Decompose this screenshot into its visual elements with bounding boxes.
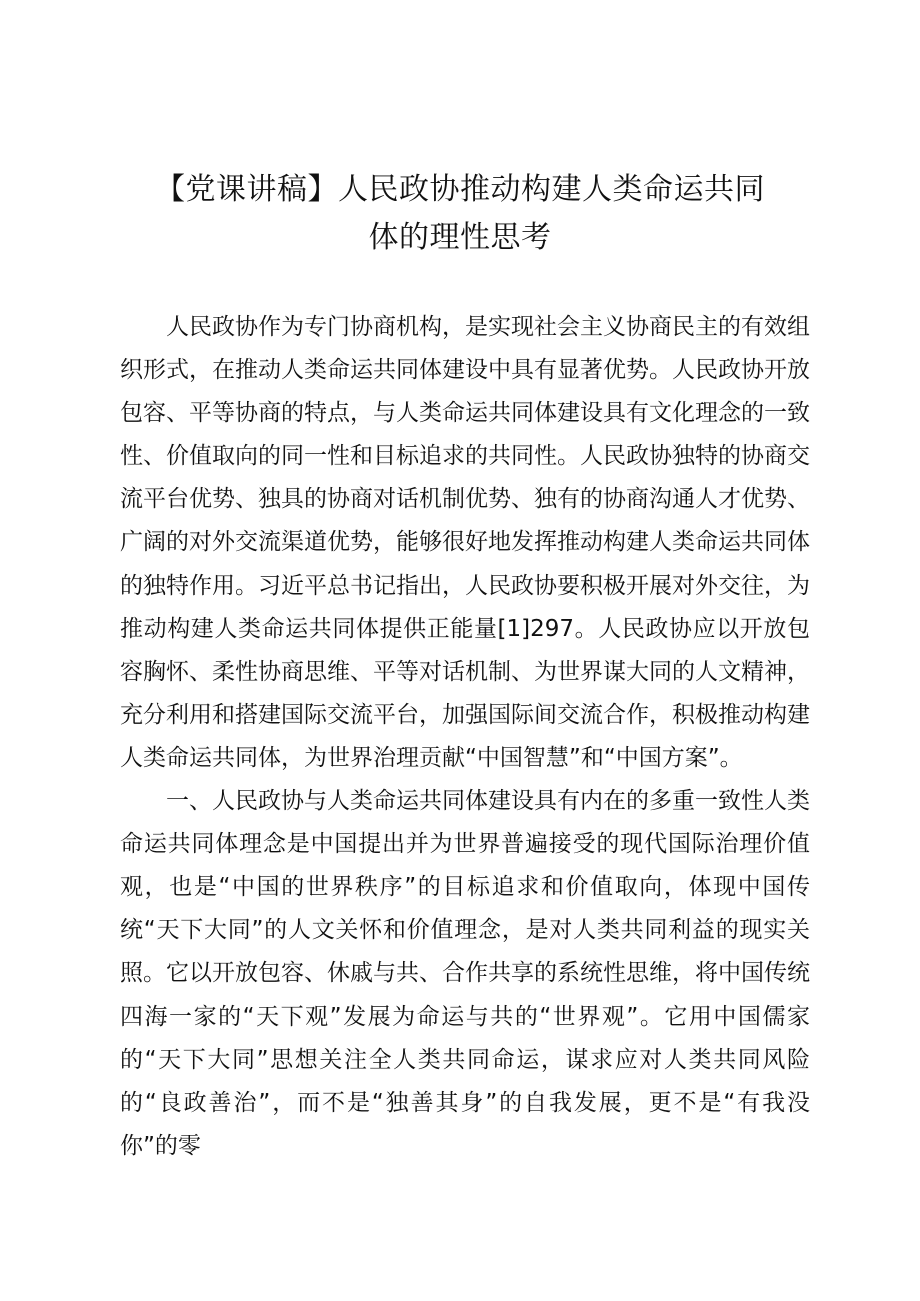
body-paragraph-1: 人民政协作为专门协商机构，是实现社会主义协商民主的有效组织形式，在推动人类命运共同体建设中具有显著优势。人民政协开放包容、平等协商的特点，与人类命运共同体建设具有文化理念的一致性、价值取向的同一性和目标追求的共同性。人民政协独特的协商交流平台优势、独具的协商对话机制优势、独有的协商沟通人才优势、广阔的对外交流渠道优势，能够很好地发挥推动构建人类命运共同体的独特作用。习近平总书记指出，人民政协要积极开展对外交往，为推动构建人类命运共同体提供正能量[1]297。人民政协应以开放包容胸怀、柔性协商思维、平等对话机制、为世界谋大同的人文精神，充分利用和搭建国际交流平台，加强国际间交流合作，积极推动构建人类命运共同体，为世界治理贡献“中国智慧”和“中国方案”。 bbox=[120, 314, 810, 771]
body-paragraph-2: 一、人民政协与人类命运共同体建设具有内在的多重一致性人类命运共同体理念是中国提出并为世界普遍接受的现代国际治理价值观，也是“中国的世界秩序”的目标追求和价值取向，体现中国传统“天下大同”的人文关怀和价值理念，是对人类共同利益的现实关照。它以开放包容、休戚与共、合作共享的系统性思维，将中国传统四海一家的“天下观”发展为命运与共的“世界观”。它用中国儒家的“天下大同”思想关注全人类共同命运，谋求应对人类共同风险的“良政善治”，而不是“独善其身”的自我发展，更不是“有我没你”的零 bbox=[120, 788, 810, 1159]
title-line-2: 体的理性思考 bbox=[368, 220, 552, 255]
document-title bbox=[120, 166, 800, 262]
title-line-1: 【党课讲稿】人民政协推动构建人类命运共同 bbox=[155, 172, 765, 207]
document-body bbox=[120, 306, 810, 1168]
